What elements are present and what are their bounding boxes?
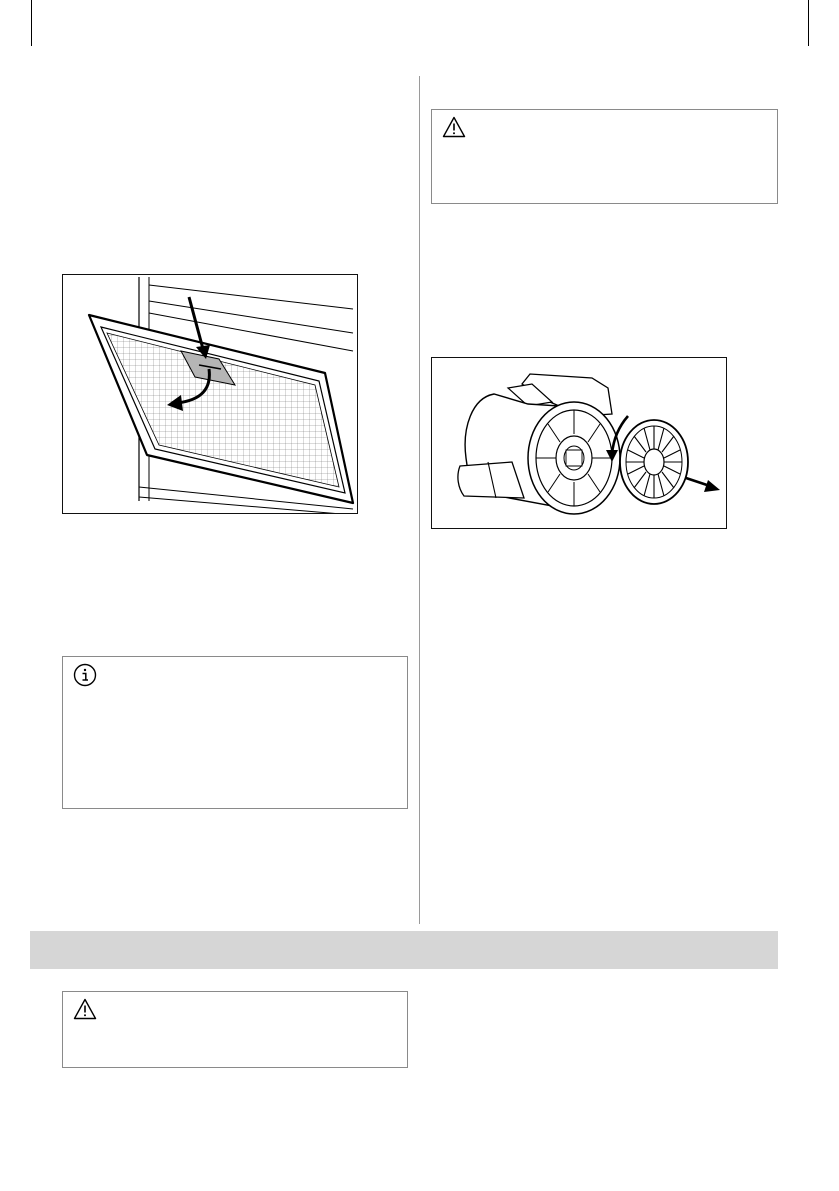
warning-box-bottom <box>62 991 408 1068</box>
crop-mark-left <box>31 0 32 46</box>
column-divider <box>419 76 420 924</box>
grease-filter-removal-illustration <box>62 274 358 514</box>
warning-triangle-icon <box>442 116 466 138</box>
info-circle-icon <box>73 663 97 687</box>
warning-triangle-icon <box>73 998 97 1020</box>
info-box <box>62 656 408 809</box>
section-heading-bar <box>30 931 778 969</box>
carbon-filter-removal-illustration <box>431 357 727 529</box>
warning-box-right <box>431 109 778 204</box>
crop-mark-right <box>808 0 809 46</box>
